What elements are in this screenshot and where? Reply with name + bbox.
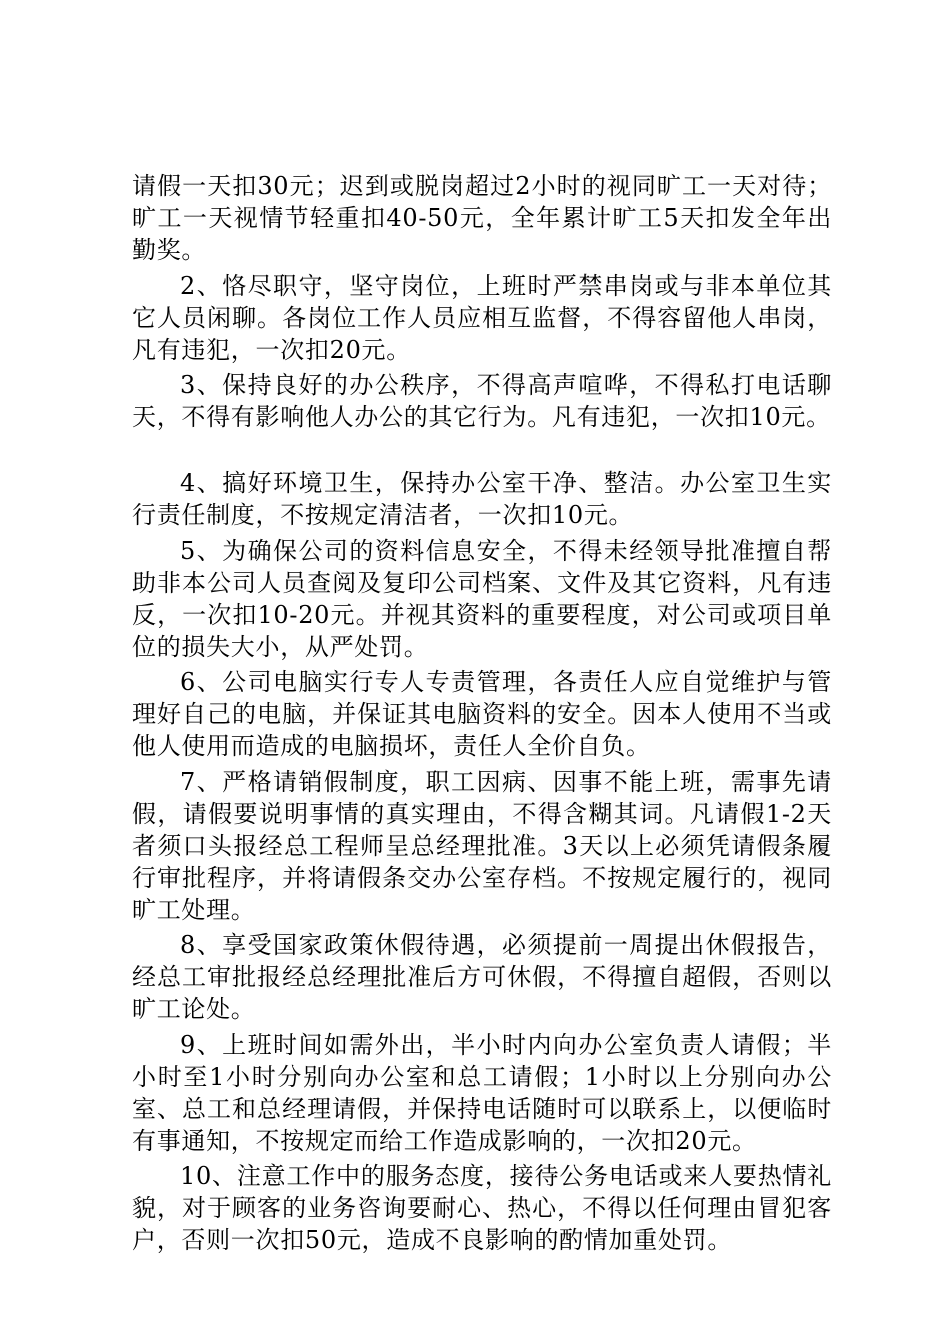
- paragraph-rule-2: 2、恪尽职守，坚守岗位，上班时严禁串岗或与非本单位其它人员闲聊。各岗位工作人员应相互监督，不得容留他人串岗，凡有违犯，一次扣20元。: [132, 271, 832, 364]
- paragraph-continuation: 请假一天扣30元；迟到或脱岗超过2小时的视同旷工一天对待；旷工一天视情节轻重扣40-50元，全年累计旷工5天扣发全年出勤奖。: [132, 172, 832, 264]
- paragraph-rule-8: 8、享受国家政策休假待遇，必须提前一周提出休假报告，经总工审批报经总经理批准后方可休假，不得擅自超假，否则以旷工论处。: [132, 931, 832, 1023]
- paragraph-rule-10: 10、注意工作中的服务态度，接待公务电话或来人要热情礼貌，对于顾客的业务咨询要耐心、热心，不得以任何理由冒犯客户，否则一次扣50元，造成不良影响的酌情加重处罚。: [132, 1162, 832, 1254]
- paragraph-rule-5: 5、为确保公司的资料信息安全，不得未经领导批准擅自帮助非本公司人员查阅及复印公司档案、文件及其它资料，凡有违反，一次扣10-20元。并视其资料的重要程度，对公司或项目单位的损失大小，从严处罚。: [132, 536, 832, 661]
- paragraph-rule-3: 3、保持良好的办公秩序，不得高声喧哗，不得私打电话聊天，不得有影响他人办公的其它行为。凡有违犯，一次扣10元。: [132, 371, 832, 431]
- paragraph-rule-7: 7、严格请销假制度，职工因病、因事不能上班，需事先请假，请假要说明事情的真实理由，不得含糊其词。凡请假1-2天者须口头报经总工程师呈总经理批准。3天以上必须凭请假条履行审批程序，并将请假条交办公室存档。不按规定履行的，视同旷工处理。: [132, 767, 832, 924]
- paragraph-rule-4: 4、搞好环境卫生，保持办公室干净、整洁。办公室卫生实行责任制度，不按规定清洁者，一次扣10元。: [132, 469, 832, 529]
- paragraph-rule-6: 6、公司电脑实行专人专责管理，各责任人应自觉维护与管理好自己的电脑，并保证其电脑资料的安全。因本人使用不当或他人使用而造成的电脑损坏，责任人全价自负。: [132, 668, 832, 760]
- paragraph-rule-9: 9、上班时间如需外出，半小时内向办公室负责人请假；半小时至1小时分别向办公室和总工请假；1小时以上分别向办公室、总工和总经理请假，并保持电话随时可以联系上，以便临时有事通知，不按规定而给工作造成影响的，一次扣20元。: [132, 1030, 832, 1155]
- document-page: [132, 170, 832, 1260]
